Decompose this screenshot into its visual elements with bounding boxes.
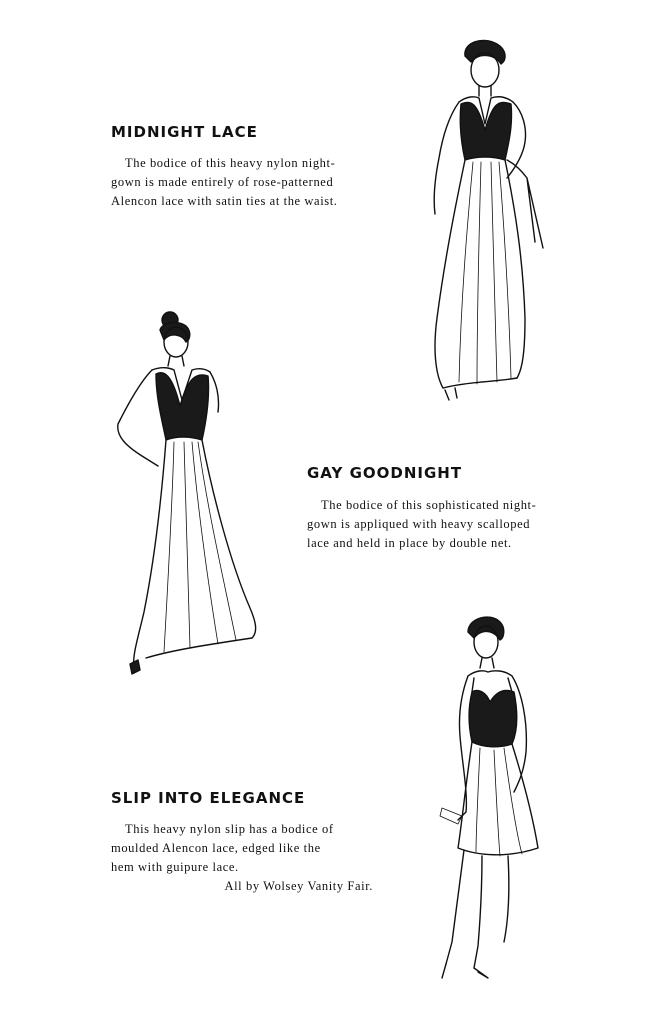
gay-goodnight-illustration xyxy=(112,312,262,674)
slip-into-elegance-illustration xyxy=(438,612,550,978)
midnight-lace-line-1: The bodice of this heavy nylon night- xyxy=(125,156,336,170)
gay-goodnight-line-2: gown is appliqued with heavy scalloped xyxy=(307,517,531,531)
slip-into-elegance-description xyxy=(111,820,373,896)
slip-into-elegance-heading: SLIP INTO ELEGANCE xyxy=(111,789,306,807)
slip-into-elegance-line-1: This heavy nylon slip has a bodice of xyxy=(125,822,334,836)
midnight-lace-description xyxy=(111,154,373,211)
gay-goodnight-line-3: lace and held in place by double net. xyxy=(307,536,512,550)
midnight-lace-line-3: Alencon lace with satin ties at the waist. xyxy=(111,194,338,208)
gay-goodnight-line-1: The bodice of this sophisticated night- xyxy=(321,498,537,512)
gay-goodnight-heading: GAY GOODNIGHT xyxy=(307,464,463,482)
slip-into-elegance-line-2: moulded Alencon lace, edged like the xyxy=(111,841,321,855)
manufacturer-credit: All by Wolsey Vanity Fair. xyxy=(224,879,373,893)
midnight-lace-line-2: gown is made entirely of rose-patterned xyxy=(111,175,334,189)
gay-goodnight-description xyxy=(307,496,569,553)
slip-into-elegance-line-3: hem with guipure lace. xyxy=(111,860,239,874)
midnight-lace-heading: MIDNIGHT LACE xyxy=(111,123,258,141)
midnight-lace-illustration xyxy=(415,38,555,400)
